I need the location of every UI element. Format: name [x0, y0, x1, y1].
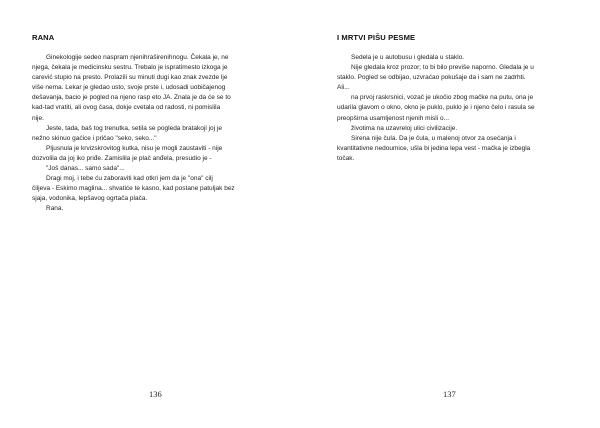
text-line: više nema. Lekar je gledao usto, svoje prste i, udosadi uobičajenog: [32, 84, 226, 92]
text-line: Rana.: [46, 205, 64, 213]
right-page: [300, 0, 600, 428]
page-number: 137: [443, 389, 456, 399]
text-line: Jeste, tada, baš tog trenutka, setila se pogleda bratakoji joj je: [46, 124, 222, 132]
text-line: Pljusnula je krvizskrovitog kutka, nisu je mogli zaustaviti - nije: [46, 144, 223, 152]
page-number: 136: [149, 389, 162, 399]
text-line: čiljeva - Eskimo maglina... shvatiće te kasno, kad postane patuljak bez: [32, 185, 235, 193]
text-line: nežno skinuo gaćice i pričao "seko, seko...": [32, 134, 157, 142]
text-line: kad-tad vratiti, ali ovog časa, dokje cvetala od radosti, ni pomislila: [32, 104, 221, 112]
text-line: "Još danas... samo sada"...: [46, 165, 125, 173]
text-line: Sirena nije čula. Da je čula, u malenoj otvor za osećanja i: [351, 134, 516, 142]
text-line: preopširna usamljenost njenih misli o...: [337, 114, 449, 122]
text-line: nije.: [32, 114, 44, 122]
text-line: Ginekologije sedeo naspram njenihraširenihnogu. Čekala je, ne: [46, 54, 229, 61]
text-line: udarila glavom o okno, okno je puklo, puklo je i njeno čelo i rasula se: [337, 104, 535, 112]
chapter-body: [32, 53, 272, 215]
text-line: sjaja, vodonika, lepšavog ogrtača plača.: [32, 195, 148, 203]
text-line: Dragi moj, i tebe ću zaboraviti kad otkri jem da je "ona" cilj: [46, 175, 213, 183]
text-line: dešavanja, bacio je pogled na njeno rasp eto JA. Znala je da će se to: [32, 94, 231, 102]
chapter-title: I MRTVI PIŠU PESME: [337, 33, 416, 42]
text-line: točak.: [337, 154, 355, 162]
text-line: životima na uzavreloj ulici civilizacije.: [351, 124, 458, 132]
text-line: Nije gledala kroz prozor; to bi bilo previše naporno. Gledala je u: [351, 64, 534, 72]
text-line: staklo. Pogled se odbijao, uzvraćao pokušaje da i sam ne zadrhti.: [337, 74, 526, 82]
text-line: kvantitativne nedoumice, ušla bi jedina lepa vest - mačka je izbegla: [337, 144, 531, 152]
chapter-body: [337, 53, 574, 164]
text-line: Sedela je u autobusu i gledala u staklo.: [351, 54, 465, 61]
text-line: carević stupio na presto. Prolazili su minuti dugi kao znak zvezde lje: [32, 74, 228, 82]
text-line: Ali...: [337, 84, 350, 92]
text-line: dozvolila da joj iko priđe. Zamislila je plač anđela, presudio je -: [32, 154, 212, 162]
text-line: njega, čekala je medicinsku sestru. Trebalo je ispratimesto izkoga je: [32, 64, 228, 72]
chapter-title: RANA: [32, 33, 55, 42]
text-line: na prvoj raskrsnici, vozač je ukočio zbog mačke na putu, ona je: [351, 94, 534, 102]
